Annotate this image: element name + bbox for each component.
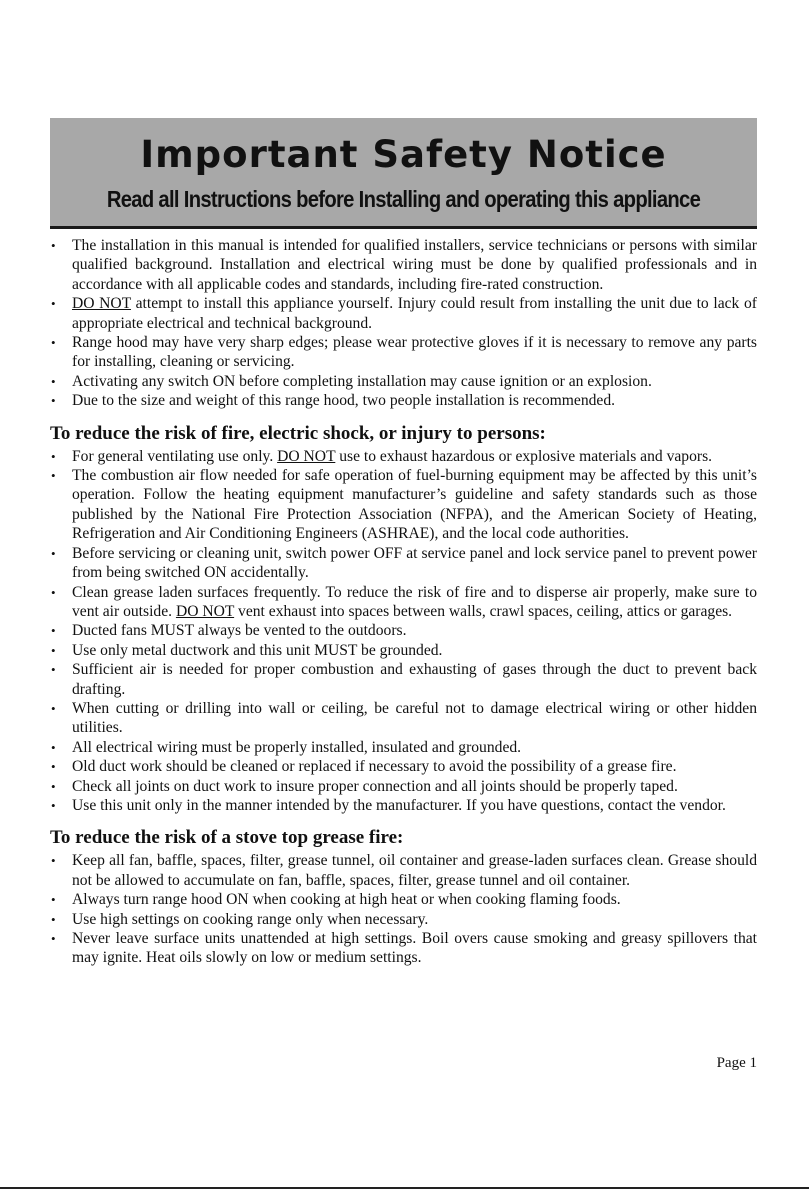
list-item: • Keep all fan, baffle, spaces, filter, grease tunnel, oil container and grease-laden surfaces clean. Grease should not be allowed to accumulate on fan, baffle, spaces, filter, grease tunnel and oil container. [50, 851, 757, 890]
list-item: • Due to the size and weight of this range hood, two people installation is recommended. [50, 391, 757, 410]
list-item: • Use high settings on cooking range only when necessary. [50, 910, 757, 929]
do-not-emphasis: DO NOT [72, 295, 131, 313]
do-not-emphasis: DO NOT [175, 602, 235, 620]
list-item: • For general ventilating use only. DO NOT use to exhaust hazardous or explosive materials and vapors. [50, 447, 757, 466]
list-item: • Check all joints on duct work to insure proper connection and all joints should be properly taped. [50, 777, 757, 796]
list-item: • Always turn range hood ON when cooking at high heat or when cooking flaming foods. [50, 890, 757, 909]
section-heading-fire-risk: To reduce the risk of fire, electric shock, or injury to persons: [50, 422, 546, 444]
list-item: • When cutting or drilling into wall or ceiling, be careful not to damage electrical wiring or other hidden utilities. [50, 699, 757, 738]
notice-content [50, 236, 757, 968]
list-item: • Ducted fans MUST always be vented to the outdoors. [50, 621, 757, 640]
grease-fire-list [50, 851, 757, 967]
safety-notice-banner [50, 118, 757, 229]
list-item: • Activating any switch ON before completing installation may cause ignition or an explosion. [50, 372, 757, 391]
list-item: • Use this unit only in the manner intended by the manufacturer. If you have questions, contact the vendor. [50, 796, 757, 815]
page-subtitle: Read all Instructions before Installing and operating this appliance [106, 186, 701, 212]
list-item: • DO NOT attempt to install this appliance yourself. Injury could result from installing the unit due to lack of appropriate electrical and technical background. [50, 294, 757, 333]
list-item: • All electrical wiring must be properly installed, insulated and grounded. [50, 738, 757, 757]
list-item: • Range hood may have very sharp edges; please wear protective gloves if it is necessary to remove any parts for installing, cleaning or servicing. [50, 333, 757, 372]
list-item: • Never leave surface units unattended at high settings. Boil overs cause smoking and greasy spillovers that may ignite. Heat oils slowly on low or medium settings. [50, 929, 757, 968]
list-item: • Use only metal ductwork and this unit MUST be grounded. [50, 641, 757, 660]
page-title: Important Safety Notice [140, 133, 667, 176]
list-item: • The installation in this manual is intended for qualified installers, service technicians or persons with similar qualified background. Installation and electrical wiring must be done by qualified professionals and in accordance with all applicable codes and standards, including fire-rated construction. [50, 236, 757, 294]
list-item: • Before servicing or cleaning unit, switch power OFF at service panel and lock service panel to prevent power from being switched ON accidentally. [50, 544, 757, 583]
fire-risk-list [50, 447, 757, 816]
footer-divider [0, 1187, 809, 1189]
do-not-emphasis: DO NOT [277, 447, 336, 465]
list-item: • Sufficient air is needed for proper combustion and exhausting of gases through the duct to prevent back drafting. [50, 660, 757, 699]
section-heading-grease-fire: To reduce the risk of a stove top grease fire: [50, 827, 404, 849]
list-item: • Old duct work should be cleaned or replaced if necessary to avoid the possibility of a grease fire. [50, 757, 757, 776]
list-item: • Clean grease laden surfaces frequently. To reduce the risk of fire and to disperse air properly, make sure to vent air outside. DO NOT vent exhaust into spaces between walls, crawl spaces, ceiling, attics or garages. [50, 583, 757, 622]
list-item: • The combustion air flow needed for safe operation of fuel-burning equipment may be affected by this unit’s operation. Follow the heating equipment manufacturer’s guideline and safety standards such as those published by the National Fire Protection Association (NFPA), and the American Society of Heating, Refrigeration and Air Conditioning Engineers (ASHRAE), and the local code authorities. [50, 466, 757, 544]
intro-list [50, 236, 757, 411]
page-number: Page 1 [716, 1055, 757, 1071]
